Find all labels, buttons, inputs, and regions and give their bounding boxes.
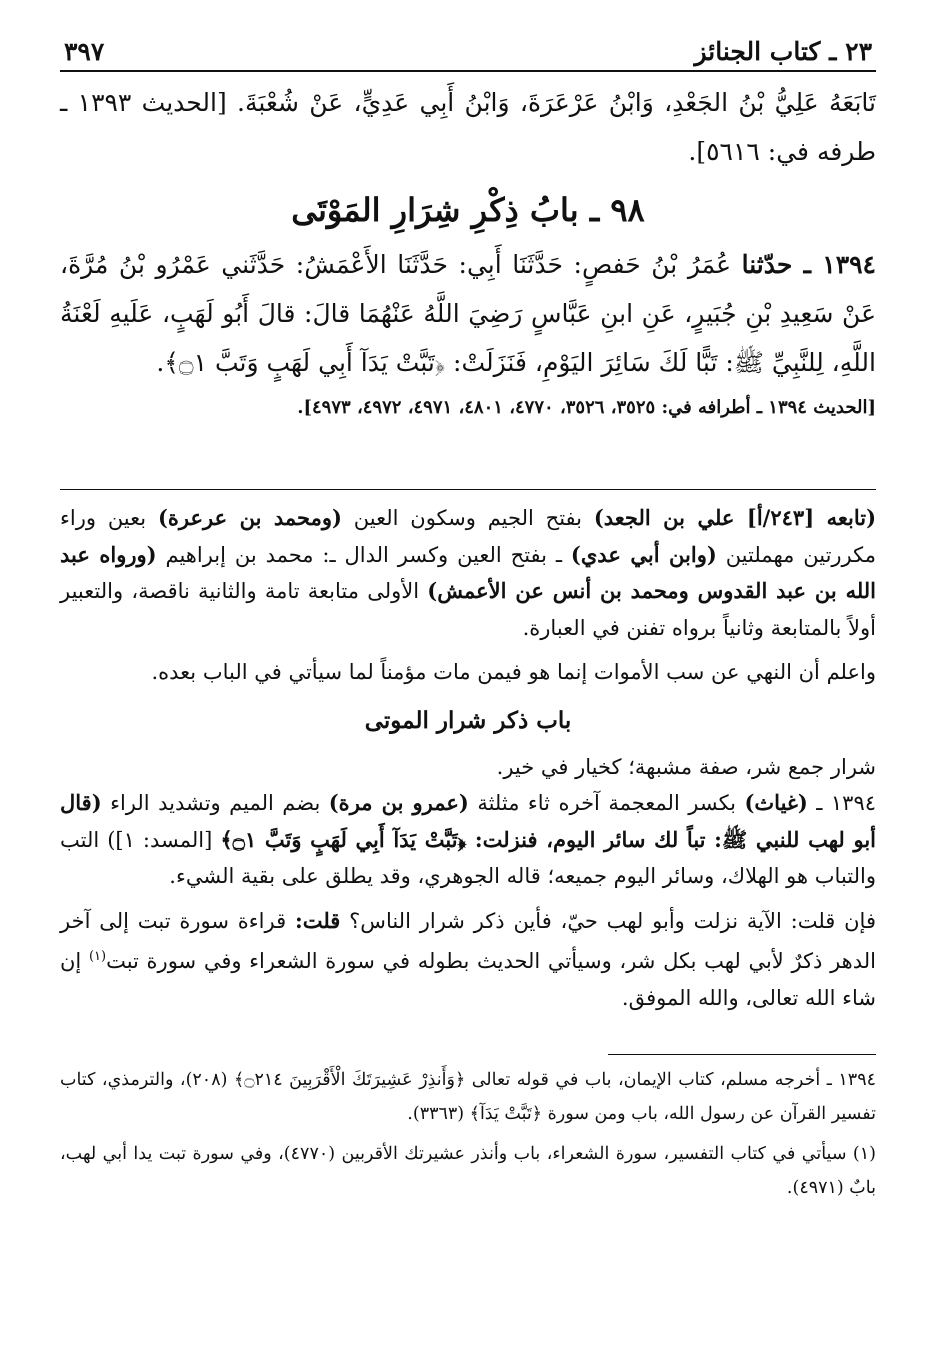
- footnote-marker: (١): [88, 949, 107, 964]
- commentary-paragraph-5: [60, 903, 876, 1017]
- footnote-rule: [608, 1054, 876, 1055]
- commentary-separator: [60, 489, 876, 490]
- commentary-text: الأولى متابعة تامة والثانية ناقصة، والتعبير أولاً بالمتابعة وثانياً برواه تفنن في العبارة.: [60, 579, 876, 640]
- commentary-section-title: باب ذكر شرار الموتى: [364, 706, 572, 734]
- commentary-text: [المسد: ١]) التب والتباب هو الهلاك، وسائر اليوم جميعه؛ قاله الجوهري، وقد يطلق على بقية الشيء.: [60, 827, 876, 888]
- footnote-1: ١٣٩٤ ـ أخرجه مسلم، كتاب الإيمان، باب في قوله تعالى ﴿وَأَنذِرْ عَشِيرَتَكَ الْأَقْرَبِينَ ۝٢١٤﴾ (٢٠٨)، والترمذي، كتاب تفسير القرآن عن رسول الله، باب ومن سورة ﴿تَبَّتْ يَدَآ﴾ (٣٣٦٣).: [60, 1070, 876, 1124]
- hadith-references: [الحديث ١٣٩٤ ـ أطرافه في: ٣٥٢٥، ٣٥٢٦، ٤٧٧٠، ٤٨٠١، ٤٩٧١، ٤٩٧٢، ٤٩٧٣].: [297, 397, 876, 418]
- commentary-text: بعين وراء مكررتين مهملتين: [60, 506, 876, 567]
- commentary-term: (ومحمد بن عرعرة): [157, 505, 342, 530]
- commentary-text: ١٣٩٤ ـ: [807, 791, 877, 815]
- commentary-text: إن شاء الله تعالى، والله الموفق.: [60, 949, 876, 1010]
- commentary-text: بضم الميم وتشديد الراء: [101, 791, 329, 815]
- commentary-paragraph-3: شرار جمع شر، صفة مشبهة؛ كخيار في خير.: [496, 754, 876, 779]
- continuation-text: تَابَعَهُ عَلِيُّ بْنُ الجَعْدِ، وَابْنُ عَرْعَرَةَ، وَابْنُ أَبِي عَدِيٍّ، عَنْ شُعْبَةَ. [الحديث ١٣٩٣ ـ طرفه في: ٥٦١٦].: [60, 88, 876, 166]
- hadith-lead: ١٣٩٤ ـ حدّثنا: [741, 250, 876, 279]
- commentary-text: بفتح الجيم وسكون العين: [341, 506, 594, 530]
- footnote-2: (١) سيأتي في كتاب التفسير، سورة الشعراء، باب وأنذر عشيرتك الأقربين (٤٧٧٠)، وفي سورة تبت يدا أبي لهب، بابٌ (٤٩٧١).: [60, 1144, 876, 1198]
- commentary-term: قلت:: [294, 907, 341, 933]
- commentary-text: قراءة سورة تبت إلى آخر الدهر ذكرٌ لأبي لهب بكل شر، وسيأتي الحديث بطوله في سورة الشعراء وفي سورة تبت: [60, 908, 876, 973]
- commentary-term: (وابن أبي عدي): [570, 541, 717, 567]
- commentary-term: (ورواه عبد الله بن عبد القدوس ومحمد بن أنس عن الأعمش): [60, 541, 877, 603]
- commentary-paragraph-1: [60, 500, 876, 646]
- commentary-paragraph-4: [60, 785, 876, 895]
- hadith-text: [60, 240, 876, 387]
- commentary-text: ـ بفتح العين وكسر الدال ـ: محمد بن إبراهيم: [156, 542, 571, 567]
- chapter-title: ٩٨ ـ بابُ ذِكْرِ شِرَارِ المَوْتَى: [291, 191, 645, 229]
- book-page: [60, 22, 876, 1205]
- commentary-text: فإن قلت: الآية نزلت وأبو لهب حيّ، فأين ذكر شرار الناس؟: [340, 908, 876, 933]
- commentary-term: (قال أبو لهب للنبي ﷺ: تباً لك سائر اليوم، فنزلت: ﴿تَبَّتْ يَدَآ أَبِي لَهَبٍ وَتَبَّ ۝١﴾: [60, 790, 877, 852]
- commentary-paragraph-2: واعلم أن النهي عن سب الأموات إنما هو فيمن مات مؤمناً لما سيأتي في الباب بعده.: [151, 660, 876, 684]
- chapter-heading: ٢٣ ـ كتاب الجنائز: [694, 37, 872, 66]
- commentary-text: بكسر المعجمة آخره ثاء مثلثة: [468, 791, 745, 815]
- commentary-term: (تابعه [٢٤٣/أ] علي بن الجعد): [593, 505, 877, 530]
- commentary-term: (غياث): [744, 790, 808, 815]
- page-header: [60, 22, 876, 72]
- page-number: ٣٩٧: [64, 37, 105, 66]
- commentary-term: (عمرو بن مرة): [328, 790, 469, 815]
- hadith-body: عُمَرُ بْنُ حَفصٍ: حَدَّثَنَا أَبِي: حَدَّثَنَا الأَعْمَشُ: حَدَّثَني عَمْرُو بْنُ مُرَّةَ، عَنْ سَعِيدِ بْنِ جُبَيرٍ، عَنِ ابنِ عَبَّاسٍ رَضِيَ اللَّهُ عَنْهُمَا قالَ: قالَ أَبُو لَهَبٍ، عَلَيهِ لَعْنَةُ اللَّهِ، لِلنَّبِيِّ ﷺ: تَبًّا لَكَ سَائِرَ اليَوْمِ، فَنَزَلَتْ: ﴿تَبَّتْ يَدَآ أَبِي لَهَبٍ وَتَبَّ ۝١﴾.: [60, 250, 876, 377]
